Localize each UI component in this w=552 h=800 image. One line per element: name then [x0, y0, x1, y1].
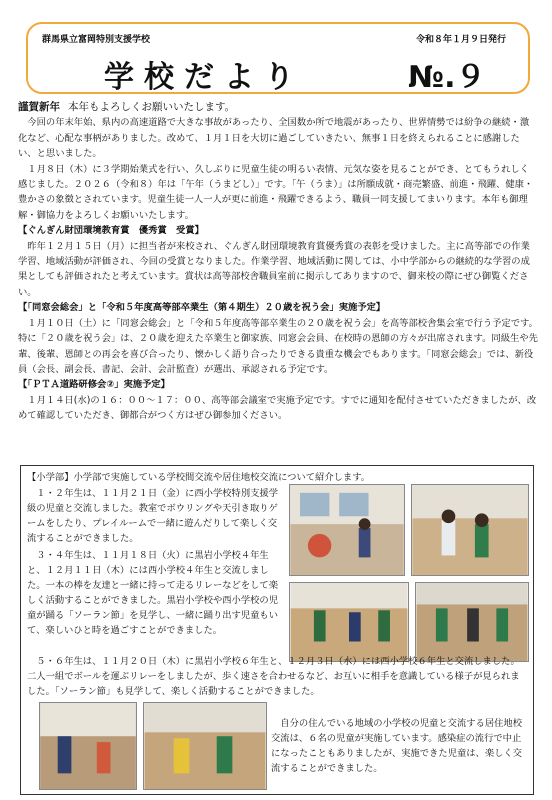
grade-1-2-text: １・２年生は、１１月２１日（金）に西小学校特別支援学級の児童と交流しました。教室でボウリングや天引き取りゲームをしたり、プレイルームで一緒に遊んだりして楽しく交流することができました。 — [27, 488, 279, 544]
alumni-text: １月１０日（土）に「同窓会総会」と「令和５年度高等部卒業生の２０歳を祝う会」を高等部校舎集会室で行う予定です。特に「２０歳を祝う会」は、２０歳を迎えた卒業生と御家族、同窓会会員、在校時の恩師の方々が出席されます。同級生や先輩、後輩、恩師との再会を喜び合ったり、懐かしく語り合ったりできる貴重な機会でもあります。「同窓会総会」では、新役員（会長、副会長、書記、会計、会計監査）が選出、承認される予定です。 — [18, 317, 538, 375]
issue-date: 令和８年１月９日発行 — [415, 35, 506, 45]
pta-heading: 【「ＰＴＡ道路研修会②」実施予定】 — [18, 379, 170, 391]
newsletter-title: 学校だより — [104, 60, 304, 95]
photo-soran-dance — [415, 582, 529, 662]
award-text: 昨年１２月１５日（月）に担当者が来校され、ぐんぎん財団環境教育賞優秀賞の表彰を受けました。主に高等部での作業学習、地域活動が評価され、今回の受賞となりました。作業学習、地域活動に関しては、小中学部からの継続的な学習の成果としても評価されたと考えています。賞状は高等部校舎職員室前に掲示してありますので、御来校の際にぜひ御覧ください。 — [18, 240, 530, 298]
award-heading: 【ぐんぎん財団環境教育賞 優秀賞 受賞】 — [18, 225, 204, 237]
photo-classroom-exchange — [143, 702, 267, 790]
elementary-section-box — [20, 465, 534, 795]
article-body — [18, 100, 538, 424]
residential-exchange-text: 自分の住んでいる地域の小学校の児童と交流する居住地校交流は、６名の児童が実施しています。感染症の流行で中止になったこともありましたが、実施できた児童は、楽しく交流することができました。 — [271, 718, 523, 774]
greeting: 謹賀新年 本年もよろしくお願いいたします。 — [18, 101, 236, 113]
alumni-heading: 【「同窓会総会」と「令和５年度高等部卒業生（第４期生）２０歳を祝う会」実施予定】 — [18, 302, 386, 314]
grade-3-4-text: ３・４年生は、１１月１８日（火）に黒岩小学校４年生と、１２月１１日（木）には西小学校４年生と交流しました。一本の棒を友達と一緒に持って走るリレーなどをして楽しく活動することができました。黒岩小学校や西小学校の児童が踊る「ソーラン節」を見学し、一緒に踊り出す児童もいて、楽しいひと時を過ごすことができました。 — [27, 550, 279, 636]
paragraph-intro: 今回の年末年始、県内の高速道路で大きな事故があったり、全国数か所で地震があったり、世界情勢では紛争の継続・激化など、心配な事柄がありました。改めて、１月１日を大切に過ごしていきたい、無事１日を終えられることに感謝したい、と思いました。 — [18, 117, 530, 160]
photo-relay — [289, 582, 409, 662]
photo-game — [411, 484, 529, 576]
pta-text: １月１４日(水)の１６：００～１７：００、高等部会議室で実施予定です。すでに通知を配付させていただきましたが、改めて確認していただき、御都合がつく方はぜひ御参加ください。 — [18, 394, 537, 422]
newsletter-header — [26, 22, 530, 94]
paragraph-new-year: １月８日（木）に３学期始業式を行い、久しぶりに児童生徒の明るい表情、元気な姿を見ることができ、とてもうれしく感じました。２０２６（令和８）年は「午年（うまどし）」です。「午（うま）」は所願成就・商売繁盛、前進・飛躍、健康・豊かさの象徴とされています。児童生徒一人一人が更に前進・飛躍できるよう、職員一同支援してまいります。本年も御理解・御協力をよろしくお願いいたします。 — [18, 163, 534, 221]
photo-bowling — [39, 702, 137, 790]
grade-5-6-text: ５・６年生は、１１月２０日（木）に黒岩小学校６年生と、１２月３日（水）には西小学校６年生と交流しました。二人一組でボールを運ぶリレーをしましたが、歩く速さを合わせるなど、お互いに相手を意識している様子が見られました。「ソーラン節」も見学して、楽しく活動することができました。 — [27, 656, 520, 697]
issue-number: №.９ — [408, 60, 486, 95]
elementary-section-heading: 【小学部】小学部で実施している学校間交流や居住地校交流について紹介します。 — [27, 472, 371, 483]
photo-playroom — [289, 484, 405, 576]
school-name: 群馬県立富岡特別支援学校 — [42, 35, 151, 45]
